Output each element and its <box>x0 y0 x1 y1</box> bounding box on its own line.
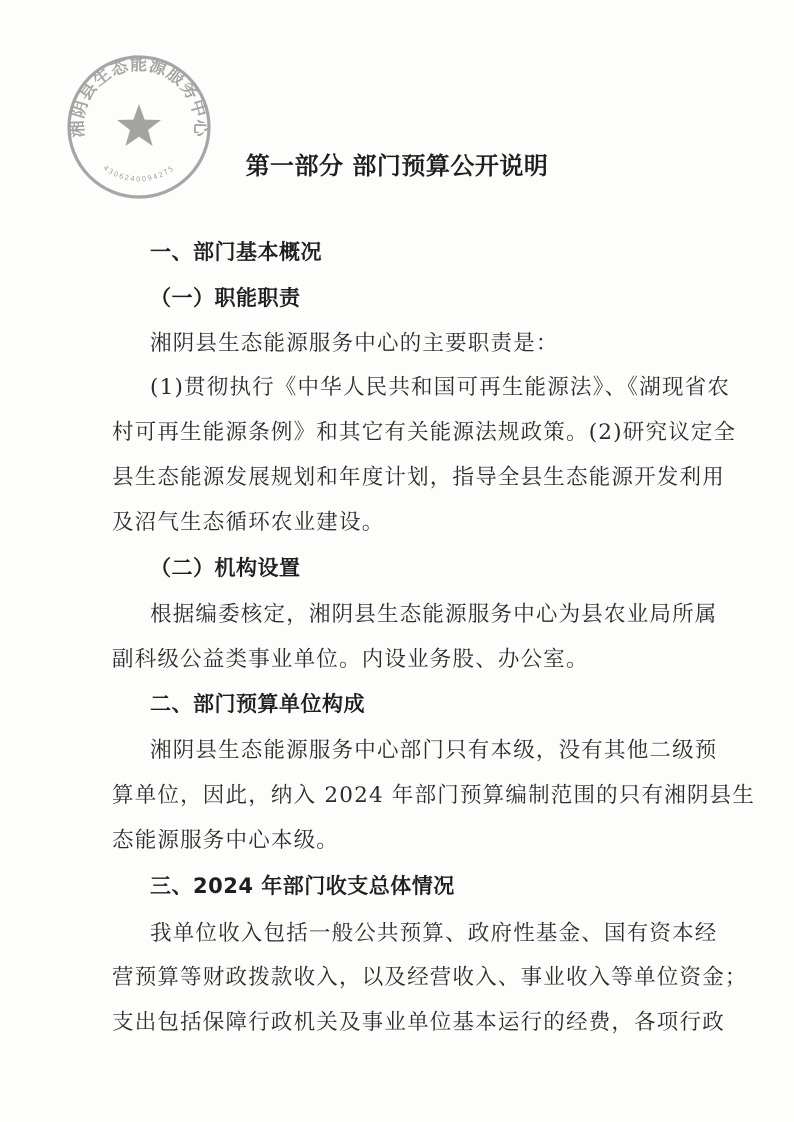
paragraph-line: 我单位收入包括一般公共预算、政府性基金、国有资本经 <box>150 921 718 946</box>
paragraph-line: 湘阴县生态能源服务中心的主要职责是： <box>150 331 559 356</box>
paragraph-line: (1)贯彻执行《中华人民共和国可再生能源法》、《湖现省农 <box>150 375 731 400</box>
paragraph-line: 根据编委核定，湘阴县生态能源服务中心为县农业局所属 <box>150 602 718 627</box>
section-heading-2: 二、部门预算单位构成 <box>150 692 365 716</box>
seal-org-name: 湘阴县生态能源服务中心 <box>67 54 211 138</box>
subsection-heading-org: （二）机构设置 <box>150 556 301 580</box>
paragraph-line: 支出包括保障行政机关及事业单位基本运行的经费，各项行政 <box>112 1010 725 1035</box>
paragraph-line: 及沼气生态循环农业建设。 <box>112 510 385 535</box>
paragraph-line: 湘阴县生态能源服务中心部门只有本级，没有其他二级预 <box>150 738 718 763</box>
paragraph-line: 态能源服务中心本级。 <box>112 828 340 853</box>
paragraph-line: 营预算等财政拨款收入，以及经营收入、事业收入等单位资金； <box>112 965 748 990</box>
paragraph-line: 县生态能源发展规划和年度计划，指导全县生态能源开发利用 <box>112 465 725 490</box>
paragraph-line: 村可再生能源条例》和其它有关能源法规政策。(2)研究议定全 <box>112 420 737 445</box>
page-title: 第一部分 部门预算公开说明 <box>245 152 549 180</box>
seal-code: 4306240094275 <box>101 163 177 184</box>
paragraph-line: 副科级公益类事业单位。内设业务股、办公室。 <box>112 647 589 672</box>
seal-star-icon <box>117 104 161 146</box>
section-heading-3: 三、2024 年部门收支总体情况 <box>150 874 455 898</box>
paragraph-line: 算单位，因此，纳入 2024 年部门预算编制范围的只有湘阴县生 <box>112 783 756 808</box>
subsection-heading-duties: （一）职能职责 <box>150 286 301 310</box>
section-heading-1: 一、部门基本概况 <box>150 240 322 264</box>
